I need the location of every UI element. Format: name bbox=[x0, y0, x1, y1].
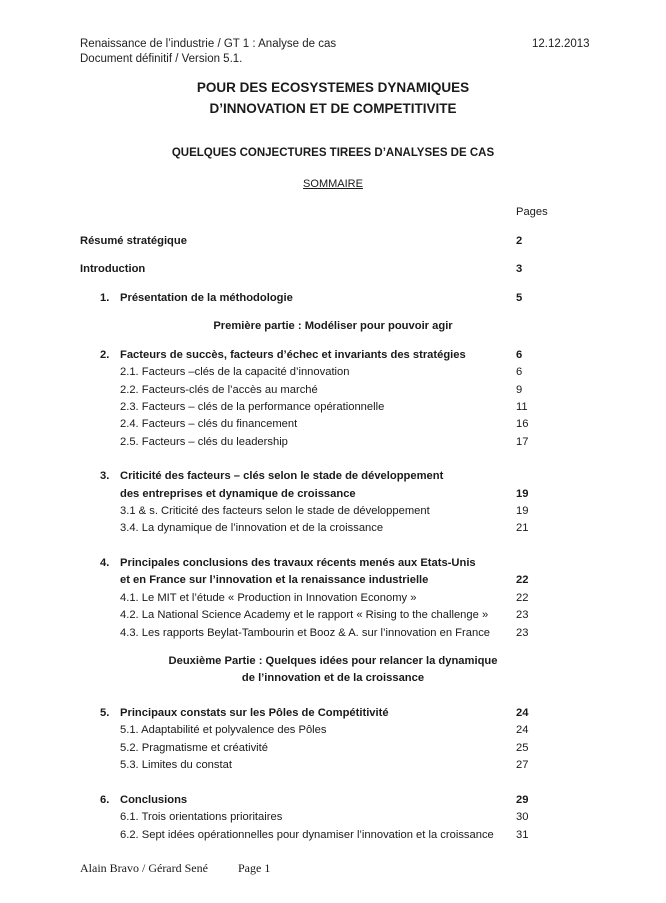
toc-page: 2 bbox=[516, 235, 523, 247]
toc-row bbox=[0, 488, 666, 502]
toc-label: des entreprises et dynamique de croissance bbox=[120, 488, 356, 500]
toc-page: 17 bbox=[516, 436, 529, 448]
toc-page: 19 bbox=[516, 488, 529, 500]
toc-row bbox=[0, 592, 666, 606]
toc-row bbox=[0, 349, 666, 363]
toc-page: 27 bbox=[516, 759, 529, 771]
toc-row bbox=[0, 724, 666, 738]
header-left-line2: Document définitif / Version 5.1. bbox=[80, 53, 243, 65]
toc-label: 4.3. Les rapports Beylat-Tambourin et Booz & A. sur l’innovation en France bbox=[120, 627, 491, 639]
toc-label: Introduction bbox=[80, 263, 146, 275]
toc-page: 5 bbox=[516, 292, 523, 304]
part-heading-second-line1: Deuxième Partie : Quelques idées pour relancer la dynamique bbox=[168, 655, 498, 667]
toc-number: 5. bbox=[100, 707, 110, 719]
toc-label: Principaux constats sur les Pôles de Compétitivité bbox=[120, 707, 389, 719]
document-title-line1: POUR DES ECOSYSTEMES DYNAMIQUES bbox=[196, 80, 470, 95]
toc-label: 5.2. Pragmatisme et créativité bbox=[120, 742, 268, 754]
toc-row bbox=[0, 742, 666, 756]
toc-page: 19 bbox=[516, 505, 529, 517]
toc-row bbox=[0, 235, 666, 249]
toc-label: 3.4. La dynamique de l’innovation et de la croissance bbox=[120, 522, 384, 534]
document-subtitle: QUELQUES CONJECTURES TIREES D’ANALYSES DE CAS bbox=[171, 147, 495, 159]
toc-row bbox=[0, 557, 666, 571]
pages-column-label: Pages bbox=[516, 206, 548, 218]
toc-number: 3. bbox=[100, 470, 110, 482]
toc-row bbox=[0, 436, 666, 450]
toc-label: 2.1. Facteurs –clés de la capacité d’innovation bbox=[120, 366, 350, 378]
toc-page: 24 bbox=[516, 707, 529, 719]
toc-page: 29 bbox=[516, 794, 529, 806]
toc-page: 6 bbox=[516, 349, 523, 361]
part-heading-first: Première partie : Modéliser pour pouvoir agir bbox=[213, 320, 453, 332]
toc-row bbox=[0, 470, 666, 484]
toc-number: 1. bbox=[100, 292, 110, 304]
toc-page: 22 bbox=[516, 592, 529, 604]
toc-row bbox=[0, 707, 666, 721]
toc-label: Principales conclusions des travaux récents menés aux Etats-Unis bbox=[120, 557, 476, 569]
toc-label: 3.1 & s. Criticité des facteurs selon le stade de développement bbox=[120, 505, 430, 517]
toc-label: 2.3. Facteurs – clés de la performance opérationnelle bbox=[120, 401, 385, 413]
toc-page: 23 bbox=[516, 609, 529, 621]
toc-row bbox=[0, 794, 666, 808]
document-title-line2: D’INNOVATION ET DE COMPETITIVITE bbox=[209, 101, 457, 116]
toc-page: 9 bbox=[516, 384, 523, 396]
toc-page: 22 bbox=[516, 574, 529, 586]
toc-page: 16 bbox=[516, 418, 529, 430]
toc-label: 5.1. Adaptabilité et polyvalence des Pôles bbox=[120, 724, 327, 736]
toc-label: 2.2. Facteurs-clés de l’accès au marché bbox=[120, 384, 318, 396]
toc-number: 6. bbox=[100, 794, 110, 806]
toc-label: 5.3. Limites du constat bbox=[120, 759, 232, 771]
toc-number: 4. bbox=[100, 557, 110, 569]
toc-label: et en France sur l’innovation et la renaissance industrielle bbox=[120, 574, 429, 586]
toc-row bbox=[0, 627, 666, 641]
toc-row bbox=[0, 292, 666, 306]
toc-row bbox=[0, 811, 666, 825]
sommaire-heading: SOMMAIRE bbox=[303, 178, 363, 190]
footer-authors: Alain Bravo / Gérard Sené bbox=[80, 861, 208, 875]
toc-page: 24 bbox=[516, 724, 529, 736]
toc-page: 21 bbox=[516, 522, 529, 534]
toc-row bbox=[0, 366, 666, 380]
toc-label: Criticité des facteurs – clés selon le stade de développement bbox=[120, 470, 444, 482]
toc-row bbox=[0, 609, 666, 623]
header-left-line1: Renaissance de l’industrie / GT 1 : Analyse de cas bbox=[80, 38, 337, 50]
toc-row bbox=[0, 418, 666, 432]
toc-page: 23 bbox=[516, 627, 529, 639]
toc-row bbox=[0, 384, 666, 398]
toc-row bbox=[0, 263, 666, 277]
toc-row bbox=[0, 759, 666, 773]
header-date: 12.12.2013 bbox=[532, 38, 590, 50]
toc-label: 4.1. Le MIT et l’étude « Production in Innovation Economy » bbox=[120, 592, 417, 604]
toc-page: 31 bbox=[516, 829, 529, 841]
toc-label: Présentation de la méthodologie bbox=[120, 292, 293, 304]
toc-row bbox=[0, 505, 666, 519]
footer-page-number: Page 1 bbox=[238, 861, 271, 875]
toc-row bbox=[0, 829, 666, 843]
toc-row bbox=[0, 574, 666, 588]
toc-label: Facteurs de succès, facteurs d’échec et invariants des stratégies bbox=[120, 349, 466, 361]
toc-number: 2. bbox=[100, 349, 110, 361]
toc-label: 2.4. Facteurs – clés du financement bbox=[120, 418, 298, 430]
toc-label: 2.5. Facteurs – clés du leadership bbox=[120, 436, 288, 448]
toc-label: 4.2. La National Science Academy et le rapport « Rising to the challenge » bbox=[120, 609, 489, 621]
toc-page: 25 bbox=[516, 742, 529, 754]
toc-label: 6.2. Sept idées opérationnelles pour dynamiser l’innovation et la croissance bbox=[120, 829, 494, 841]
toc-label: 6.1. Trois orientations prioritaires bbox=[120, 811, 283, 823]
toc-page: 30 bbox=[516, 811, 529, 823]
toc-label: Résumé stratégique bbox=[80, 235, 187, 247]
toc-page: 6 bbox=[516, 366, 523, 378]
toc-label: Conclusions bbox=[120, 794, 188, 806]
toc-row bbox=[0, 401, 666, 415]
toc-row bbox=[0, 522, 666, 536]
toc-page: 11 bbox=[516, 401, 528, 413]
toc-page: 3 bbox=[516, 263, 523, 275]
part-heading-second-line2: de l’innovation et de la croissance bbox=[241, 672, 425, 684]
